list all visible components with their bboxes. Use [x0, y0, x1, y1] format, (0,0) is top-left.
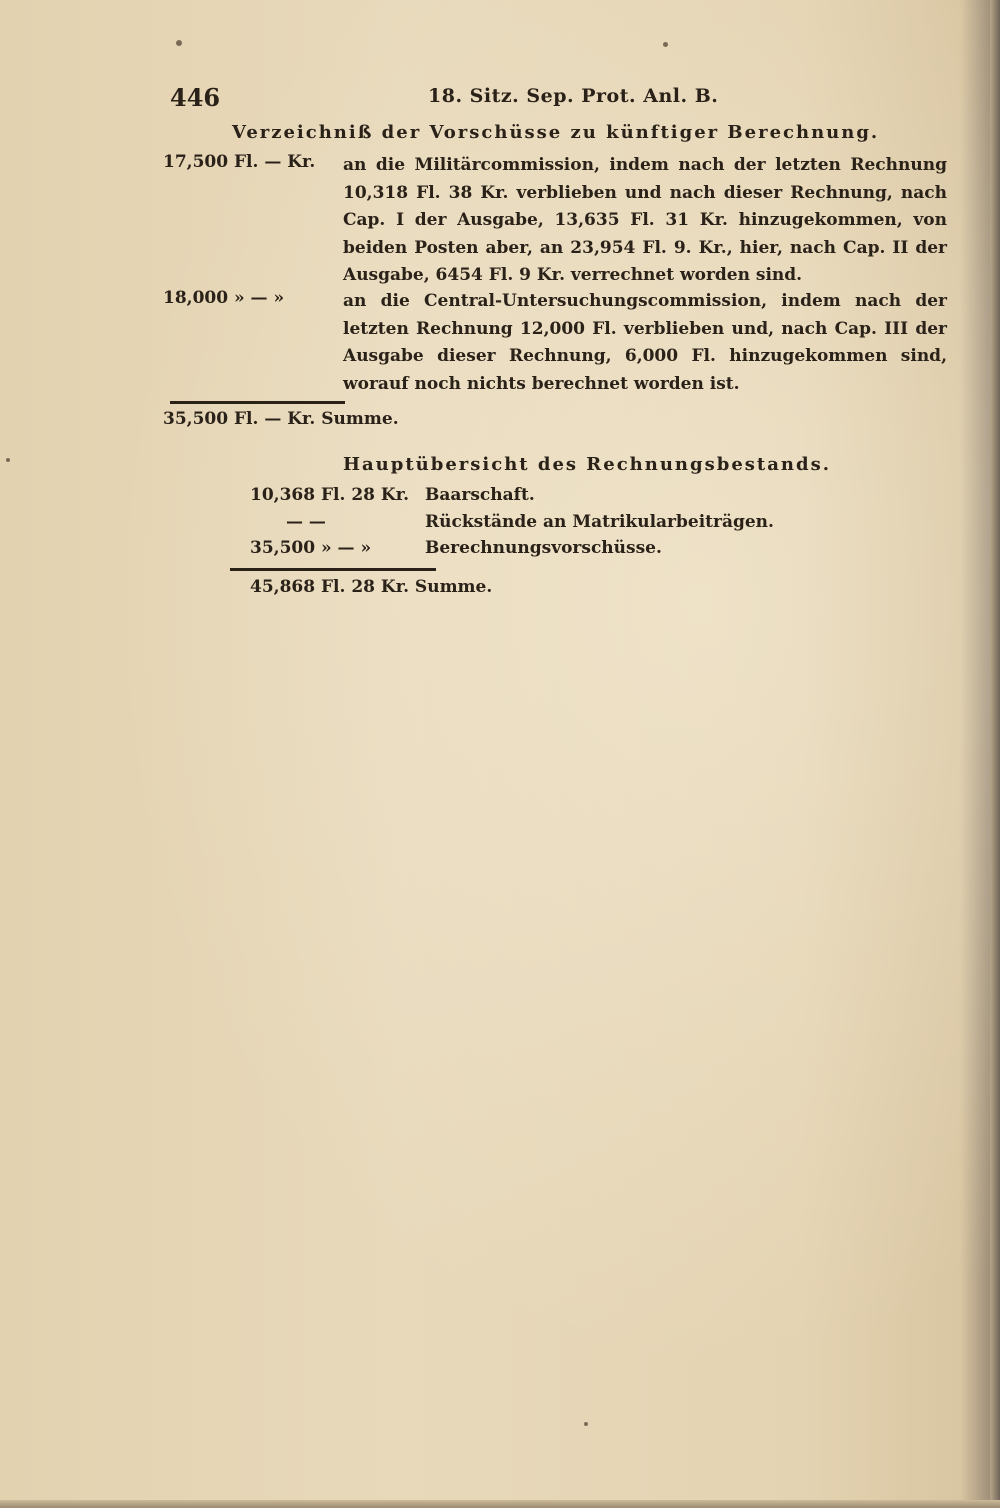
balance-row [250, 512, 810, 538]
balance-label: Rückstände an Matrikularbeiträgen. [425, 512, 774, 532]
page-header [170, 83, 950, 113]
balance-amount: 35,500 » — » [250, 538, 372, 558]
entry-text: an die Militärcommission, indem nach der letzten Rechnung 10,318 Fl. 38 Kr. verblieben und nach dieser Rechnung, nach Cap. I der Ausgabe, 13,635 Fl. 31 Kr. hinzugekommen, von beiden Posten aber, an 23,954 Fl. 9. Kr., hier, nach Cap. II der Ausgabe, 6454 Fl. 9 Kr. verrechnet worden sind. [343, 155, 947, 285]
balance-label: Baarschaft. [425, 485, 535, 505]
entry-amount: 18,000 » — » [163, 288, 285, 308]
page-edge-right [990, 0, 1000, 1508]
page-edge-bottom [0, 1500, 1000, 1508]
balance-row [250, 538, 810, 564]
paper-speck [663, 42, 668, 47]
sum-rule [230, 568, 436, 571]
paper-speck [6, 458, 10, 462]
paper-speck [176, 40, 182, 46]
balance-amount: 10,368 Fl. 28 Kr. [250, 485, 410, 505]
entries-sum: 35,500 Fl. — Kr. Summe. [163, 409, 399, 429]
running-head: 18. Sitz. Sep. Prot. Anl. B. [428, 85, 719, 107]
paper-speck [584, 1422, 588, 1426]
overview-title: Hauptübersicht des Rechnungsbestands. [343, 454, 831, 475]
page-number: 446 [170, 83, 221, 112]
balance-amount: — — [286, 512, 326, 532]
overview-sum: 45,868 Fl. 28 Kr. Summe. [250, 577, 493, 597]
entry-amount: 17,500 Fl. — Kr. [163, 152, 316, 172]
section-title: Verzeichniß der Vorschüsse zu künftiger Berechnung. [232, 122, 880, 143]
sum-rule [170, 401, 345, 404]
balance-row [250, 485, 810, 511]
entry-text: an die Central-Untersuchungscommission, indem nach der letzten Rechnung 12,000 Fl. verblieben und, nach Cap. III der Ausgabe dieser Rechnung, 6,000 Fl. hinzugekommen sind, worauf noch nichts berechnet worden ist. [343, 291, 947, 394]
balance-label: Berechnungsvorschüsse. [425, 538, 662, 558]
